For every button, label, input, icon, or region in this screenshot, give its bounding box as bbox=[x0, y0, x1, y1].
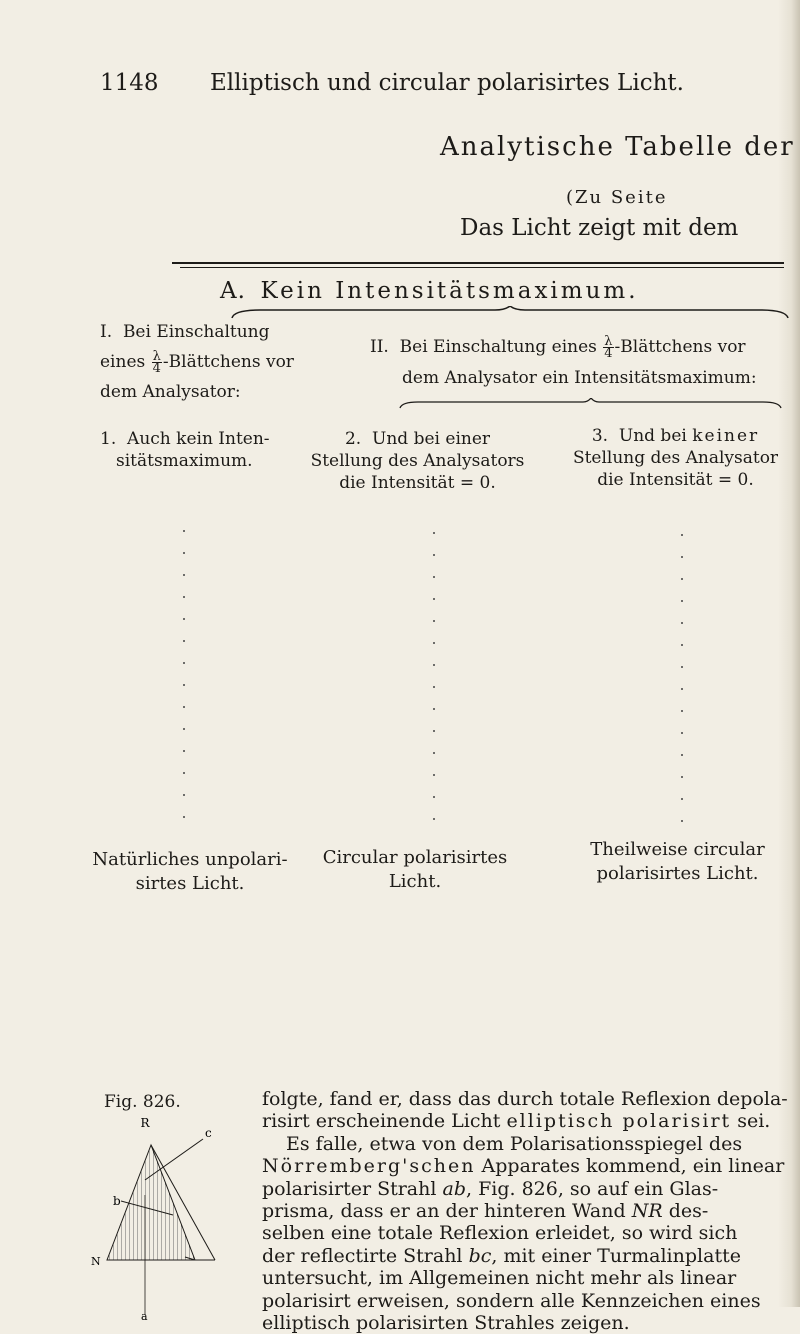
body-line: folgte, fand er, dass das durch totale Reflexion depola- bbox=[262, 1088, 788, 1110]
leader-dot bbox=[433, 730, 435, 732]
section-a-title: Kein Intensitätsmaximum. bbox=[260, 278, 639, 304]
label-n: N bbox=[91, 1255, 101, 1268]
figure-caption: Fig. 826. bbox=[104, 1092, 181, 1112]
leader-dot bbox=[183, 640, 185, 642]
body-line: prisma, dass er an der hinteren Wand NR des- bbox=[262, 1200, 709, 1223]
table-rule-thin bbox=[180, 267, 784, 268]
leader-dot bbox=[681, 622, 683, 624]
leader-dot bbox=[681, 600, 683, 602]
page-number: 1148 bbox=[100, 70, 159, 96]
column-ii-brace bbox=[398, 398, 783, 410]
leader-dot bbox=[183, 750, 185, 752]
leader-dot bbox=[681, 666, 683, 668]
leader-dot bbox=[183, 552, 185, 554]
leader-dot bbox=[183, 684, 185, 686]
body-line: polarisirt erweisen, sondern alle Kennzeichen eines bbox=[262, 1289, 761, 1312]
leader-dot bbox=[183, 794, 185, 796]
section-a-brace bbox=[230, 306, 790, 320]
body-line: polarisirter Strahl ab, Fig. 826, so auf ein Glas- bbox=[262, 1177, 719, 1200]
table-intro: Das Licht zeigt mit dem bbox=[460, 215, 739, 241]
column-i-line3: dem Analysator: bbox=[100, 382, 241, 402]
leader-dot bbox=[433, 554, 435, 556]
leader-dot bbox=[183, 728, 185, 730]
body-line: untersucht, im Allgemeinen nicht mehr als linear bbox=[262, 1267, 737, 1290]
table-reference: (Zu Seite bbox=[566, 187, 668, 208]
leader-dot bbox=[433, 598, 435, 600]
leader-dot bbox=[681, 710, 683, 712]
leader-dot bbox=[433, 818, 435, 820]
quarter-lambda-fraction: $\frac{\lambda}{4}$ bbox=[604, 334, 613, 361]
table-title: Analytische Tabelle der bbox=[440, 132, 795, 162]
leader-dot bbox=[433, 642, 435, 644]
section-a-label: A. bbox=[220, 278, 246, 304]
leader-dot bbox=[433, 796, 435, 798]
leader-dot bbox=[433, 576, 435, 578]
leader-dot bbox=[681, 820, 683, 822]
prism-figure bbox=[85, 1115, 265, 1325]
body-line: der reflectirte Strahl bc, mit einer Turmalinplatte bbox=[262, 1244, 741, 1267]
column-i-line2: eines $\frac{\lambda}{4}$ -Blättchens vor bbox=[100, 349, 294, 376]
leader-dot bbox=[183, 574, 185, 576]
result-1: Natürliches unpolari- sirtes Licht. bbox=[92, 849, 288, 894]
leader-dot bbox=[681, 688, 683, 690]
item-3: 3. Und bei keiner Stellung des Analysator die Intensität = 0. bbox=[572, 426, 779, 490]
leader-dot bbox=[433, 686, 435, 688]
leader-dot bbox=[433, 620, 435, 622]
quarter-lambda-fraction: $\frac{\lambda}{4}$ bbox=[152, 349, 161, 376]
column-ii-line2: dem Analysator ein Intensitätsmaximum: bbox=[402, 368, 757, 388]
leader-dot bbox=[183, 662, 185, 664]
table-rule-thick bbox=[172, 262, 784, 264]
leader-dot bbox=[433, 774, 435, 776]
item-1: 1. Auch kein Inten- sitätsmaximum. bbox=[100, 429, 270, 471]
body-line: Es falle, etwa von dem Polarisationsspiegel des bbox=[286, 1132, 743, 1155]
section-a-heading bbox=[220, 278, 639, 304]
body-line: elliptisch polarisirten Strahles zeigen. bbox=[262, 1312, 630, 1334]
running-title: Elliptisch und circular polarisirtes Licht. bbox=[210, 70, 684, 96]
body-line: selben eine totale Reflexion erleidet, so wird sich bbox=[262, 1222, 738, 1245]
label-b: b bbox=[113, 1194, 121, 1208]
result-3: Theilweise circular polarisirtes Licht. bbox=[590, 839, 765, 884]
column-i-line1: I. Bei Einschaltung bbox=[100, 322, 270, 342]
leader-dot bbox=[433, 532, 435, 534]
leader-dot bbox=[681, 644, 683, 646]
label-r: R bbox=[140, 1116, 150, 1130]
leader-dot bbox=[681, 776, 683, 778]
leader-dot bbox=[183, 772, 185, 774]
column-ii-line1: II. Bei Einschaltung eines $\frac{\lambda}{4}$ -Blättchens vor bbox=[370, 334, 746, 361]
leader-dot bbox=[681, 732, 683, 734]
leader-dot bbox=[681, 754, 683, 756]
item-2: 2. Und bei einer Stellung des Analysators die Intensität = 0. bbox=[310, 429, 525, 493]
label-a: a bbox=[141, 1310, 148, 1323]
label-c: c bbox=[205, 1126, 212, 1140]
leader-dot bbox=[433, 708, 435, 710]
leader-dot bbox=[183, 618, 185, 620]
body-line: risirt erscheinende Licht elliptisch polarisirt sei. bbox=[262, 1110, 771, 1133]
leader-dot bbox=[183, 816, 185, 818]
leader-dot bbox=[183, 706, 185, 708]
leader-dot bbox=[433, 664, 435, 666]
leader-dot bbox=[183, 596, 185, 598]
body-text bbox=[262, 1088, 800, 1334]
leader-dot bbox=[681, 798, 683, 800]
result-2: Circular polarisirtes Licht. bbox=[322, 847, 508, 892]
leader-dot bbox=[681, 578, 683, 580]
leader-dot bbox=[433, 752, 435, 754]
leader-dot bbox=[183, 530, 185, 532]
leader-dot bbox=[681, 534, 683, 536]
body-line: Nörremberg'schen Apparates kommend, ein linear bbox=[262, 1155, 785, 1178]
leader-dot bbox=[681, 556, 683, 558]
